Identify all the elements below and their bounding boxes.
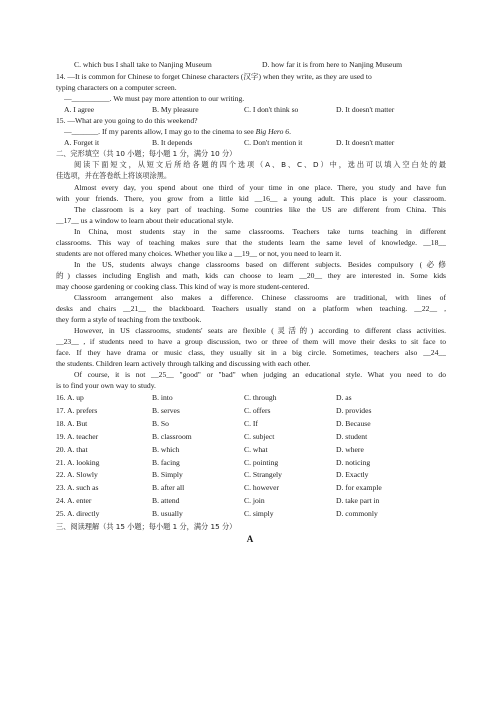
q14-option-a: A. I agree <box>64 105 95 114</box>
passage-line: Almost every day, you spend about one third of your time in one place. There, you study and have fun <box>74 183 446 192</box>
cloze-option: B. into <box>152 393 173 402</box>
cloze-option: D. Exactly <box>336 470 369 480</box>
cloze-option: D. as <box>336 393 352 402</box>
passage-line: However, in US classrooms, students' seats are flexible (灵活的) according to different class activities. <box>74 326 446 335</box>
cloze-option: D. student <box>336 431 368 441</box>
q15-stem-line2: —_______. If my parents allow, I may go to the cinema to see Big Hero 6. <box>64 127 291 136</box>
cloze-option: B. serves <box>152 405 180 415</box>
passage-line: students are not offered many choices. Whether you like a __19__ or not, you need to learn it. <box>56 249 342 258</box>
q14-option-c: C. I don't think so <box>244 105 299 114</box>
cloze-option: 20. A. that <box>56 444 88 454</box>
passage-line: In the US, students always change classrooms based on different subjects. Besides compulsory (必修 <box>74 260 446 269</box>
cloze-option: B. usually <box>152 509 183 519</box>
q15-option-d: D. It doesn't matter <box>336 138 395 147</box>
passage-line: classrooms. This way of teaching makes sure that the students learn the same level of knowledge. __18__ <box>56 238 446 247</box>
cloze-option: D. commonly <box>336 509 378 519</box>
cloze-option: 21. A. looking <box>56 457 100 467</box>
q14-stem-line1: 14. —It is common for Chinese to forget Chinese characters (汉字) when they write, as they are used to <box>56 72 372 81</box>
passage-line: with your friends. There, you grow from a little kid __16__ a young adult. This place is your classroom. <box>56 194 446 203</box>
cloze-option: C. join <box>244 496 265 506</box>
cloze-option: C. however <box>244 483 280 493</box>
cloze-option: D. provides <box>336 405 372 415</box>
section3-heading: 三、阅读理解（共 15 小题；每小题 1 分，满分 15 分） <box>56 522 237 531</box>
passage-line: __17__ us a window to learn about their educational style. <box>56 216 234 225</box>
cloze-option: D. where <box>336 444 364 454</box>
passage-line: may choose gardening or cooking class. This kind of way is more student-centered. <box>56 282 310 291</box>
cloze-option: B. Simply <box>152 470 183 480</box>
cloze-option: 22. A. Slowly <box>56 470 98 480</box>
cloze-option: 23. A. such as <box>56 483 99 493</box>
q15-option-b: B. It depends <box>152 138 193 147</box>
cloze-option: 19. A. teacher <box>56 431 99 441</box>
passage-line: Of course, it is not __25__ "good" or "bad" when judging an educational style. What you need to do <box>74 370 446 379</box>
cloze-option: C. simply <box>244 509 274 519</box>
passage-line: __23__ , if students need to have a group discussion, two or three of them will move their desks to sit face to <box>56 337 446 346</box>
q14-option-d: D. It doesn't matter <box>336 105 395 114</box>
cloze-option: C. subject <box>244 431 275 441</box>
cloze-option: D. take part in <box>336 496 380 506</box>
passage-line: desks and chairs __21__ the blackboard. Teachers usually stand on a platform when teaching. __22__ , <box>56 304 446 313</box>
section2-instruction-line2: 佳选项，并在答卷纸上将该项涂黑。 <box>56 171 172 180</box>
passage-line: they form a style of teaching from the textbook. <box>56 315 202 324</box>
passage-line: In China, most students stay in the same classrooms. Teachers take turns teaching in different <box>74 227 446 236</box>
cloze-option: 24. A. enter <box>56 496 92 506</box>
passage-line: is to find your own way to study. <box>56 381 156 390</box>
cloze-option: C. pointing <box>244 457 279 467</box>
q15-stem-line1: 15. —What are you going to do this weekend? <box>56 116 198 125</box>
passage-line: face. If they have drama or music class, they usually sit in a big circle. Sometimes, teachers also __24__ <box>56 348 446 357</box>
cloze-option: B. which <box>152 444 180 454</box>
section2-heading: 二、完形填空（共 10 小题；每小题 1 分，满分 10 分） <box>56 149 237 158</box>
cloze-option: B. facing <box>152 457 180 467</box>
cloze-option: D. for example <box>336 483 382 493</box>
q14-option-b: B. My pleasure <box>152 105 199 114</box>
q15-option-c: C. Don't mention it <box>244 138 303 147</box>
cloze-option: 16. A. up <box>56 393 84 402</box>
cloze-option: D. noticing <box>336 457 371 467</box>
cloze-option: B. classroom <box>152 431 192 441</box>
passage-line: the students. Children learn actively through talking and discussing with each other. <box>56 359 311 368</box>
cloze-option: B. attend <box>152 496 180 506</box>
cloze-option: C. If <box>244 418 258 428</box>
cloze-option: D. Because <box>336 418 371 428</box>
q15-option-a: A. Forget it <box>64 138 100 147</box>
option-d-text: D. how far it is from here to Nanjing Museum <box>262 60 403 69</box>
cloze-option: C. what <box>244 444 268 454</box>
cloze-option: B. after all <box>152 483 185 493</box>
cloze-option: C. Strangely <box>244 470 282 480</box>
q14-stem-line3: —__________. We must pay more attention to our writing. <box>64 94 245 103</box>
cloze-option: C. through <box>244 393 277 402</box>
cloze-option: 17. A. prefers <box>56 405 98 415</box>
passage-line: The classroom is a key part of teaching. Some countries like the US are different from China. This <box>74 205 446 214</box>
passage-line: Classroom arrangement also makes a difference. Chinese classrooms are traditional, with lines of <box>74 293 446 302</box>
passage-a-label: A <box>246 534 254 544</box>
cloze-option: 18. A. But <box>56 418 88 428</box>
cloze-option: B. So <box>152 418 169 428</box>
option-c-text: C. which bus I shall take to Nanjing Museum <box>74 60 212 69</box>
q14-stem-line2: typing characters on a computer screen. <box>56 83 177 92</box>
passage-line: 的) classes including English and math, kids can choose to learn __20__ they are interested in. Some kids <box>56 271 446 280</box>
section2-instruction-line1: 阅读下面短文，从短文后所给各题的四个选项（A、B、C、D）中，选出可以填入空白处的最 <box>74 160 446 169</box>
cloze-option: 25. A. directly <box>56 509 100 519</box>
cloze-option: C. offers <box>244 405 271 415</box>
